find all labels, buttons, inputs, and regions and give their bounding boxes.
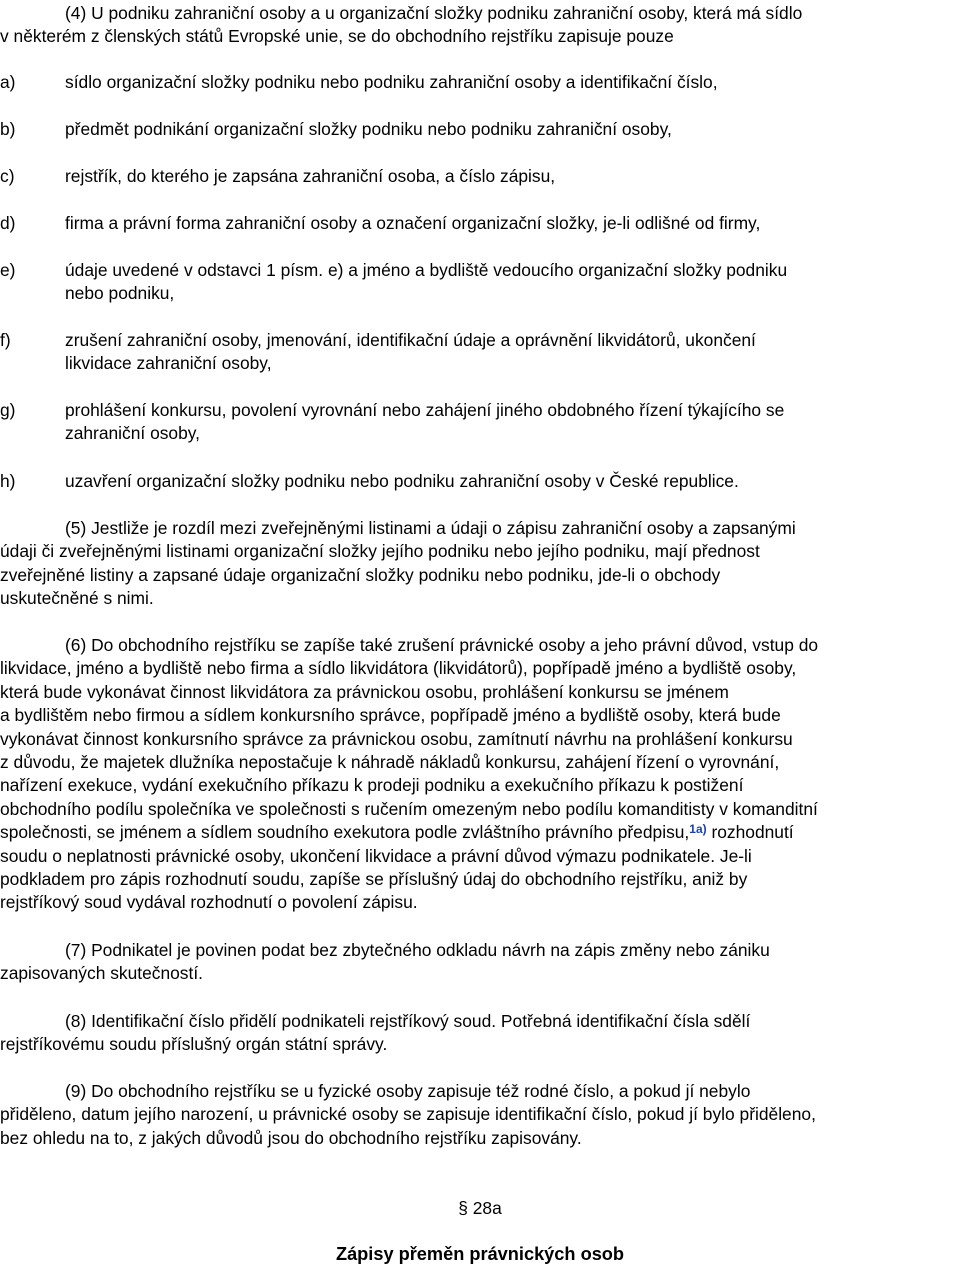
list-item-text: předmět podnikání organizační složky podniku nebo podniku zahraniční osoby,	[65, 119, 672, 139]
paragraph-line: vykonávat činnost konkursního správce za právnickou osobu, zamítnutí návrhu na prohlášení konkursu	[0, 728, 793, 749]
paragraph-5	[0, 517, 960, 611]
paragraph-line: rejstříkový soud vydával rozhodnutí o povolení zápisu.	[0, 892, 418, 913]
paragraph-line: zveřejněné listiny a zapsané údaje organizační složky podniku nebo podniku, jde-li o obchody	[0, 564, 721, 585]
paragraph-line: (8) Identifikační číslo přidělí podnikateli rejstříkový soud. Potřebná identifikační čísla sdělí	[65, 1011, 751, 1031]
list-item-label: h)	[0, 471, 16, 491]
paragraph-7	[0, 939, 960, 986]
section-number: § 28a	[458, 1198, 502, 1218]
paragraph-9	[0, 1080, 960, 1150]
list-item-label: b)	[0, 119, 16, 139]
paragraph-line: (9) Do obchodního rejstříku se u fyzické osoby zapisuje též rodné číslo, a pokud jí nebylo	[65, 1081, 751, 1101]
footnote-link[interactable]: 1a)	[689, 822, 707, 837]
paragraph-line: společnosti, se jménem a sídlem soudního exekutora podle zvláštního právního předpisu,$^{1a)}$ rozhodnutí	[0, 822, 794, 843]
section-title: Zápisy přeměn právnických osob	[335, 1244, 625, 1264]
list-item-label: f)	[0, 330, 11, 350]
paragraph-line: údaji či zveřejněnými listinami organizační složky jejího podniku nebo jejího podniku, mají přednost	[0, 541, 760, 562]
list-item-text: zrušení zahraniční osoby, jmenování, identifikační údaje a oprávnění likvidátorů, ukončení likvidace zahraniční osoby,	[65, 330, 756, 374]
paragraph-line: nařízení exekuce, vydání exekučního příkazu k prodeji podniku a exekučního příkazu k postižení	[0, 775, 744, 796]
paragraph-line: obchodního podílu společníka ve společnosti s ručením omezeným nebo podílu komanditisty v komanditní	[0, 798, 818, 819]
paragraph-6	[0, 634, 960, 915]
paragraph-line: přiděleno, datum jejího narození, u právnické osoby se zapisuje identifikační číslo, pokud jí bylo přiděleno,	[0, 1104, 816, 1125]
paragraph-line: bez ohledu na to, z jakých důvodů jsou do obchodního rejstříku zapisovány.	[0, 1127, 582, 1148]
paragraph-line: (7) Podnikatel je povinen podat bez zbytečného odkladu návrh na zápis změny nebo zániku	[65, 940, 770, 960]
list-item-label: e)	[0, 260, 16, 280]
paragraph-text: (4) U podniku zahraniční osoby a u organizační složky podniku zahraniční osoby, která má sídlo	[65, 3, 803, 23]
list-item-text: uzavření organizační složky podniku nebo podniku zahraniční osoby v České republice.	[65, 471, 739, 491]
paragraph-4	[0, 2, 960, 49]
paragraph-line: v některém z členských států Evropské unie, se do obchodního rejstříku zapisuje pouze	[0, 26, 674, 47]
paragraph-line: zapisovaných skutečností.	[0, 963, 203, 984]
paragraph-line: z důvodu, že majetek dlužníka nepostačuje k náhradě nákladů konkursu, zahájení řízení o vyrovnání,	[0, 752, 780, 773]
paragraph-line: soudu o neplatnosti právnické osoby, ukončení likvidace a právní důvod výmazu podnikatele. Je-li	[0, 845, 752, 866]
paragraph-line: (5) Jestliže je rozdíl mezi zveřejněnými listinami a údaji o zápisu zahraniční osoby a zapsanými	[65, 518, 796, 538]
list-item-text: údaje uvedené v odstavci 1 písm. e) a jméno a bydliště vedoucího organizační složky podniku nebo podniku,	[65, 260, 788, 304]
list-item-text: prohlášení konkursu, povolení vyrovnání nebo zahájení jiného obdobného řízení týkajícího se zahraniční osoby,	[65, 400, 785, 444]
paragraph-line: a bydlištěm nebo firmou a sídlem konkursního správce, popřípadě jméno a bydliště osoby, která bude	[0, 705, 781, 726]
paragraph-line: (6) Do obchodního rejstříku se zapíše také zrušení právnické osoby a jeho právní důvod, vstup do	[65, 635, 819, 655]
list-item-label: a)	[0, 72, 16, 92]
list-item-text: rejstřík, do kterého je zapsána zahraniční osoba, a číslo zápisu,	[65, 166, 556, 186]
list-item-label: d)	[0, 213, 16, 233]
paragraph-line: likvidace, jméno a bydliště nebo firma a sídlo likvidátora (likvidátorů), popřípadě jméno a bydliště osoby,	[0, 658, 797, 679]
list-item-text: sídlo organizační složky podniku nebo podniku zahraniční osoby a identifikační číslo,	[65, 72, 718, 92]
paragraph-8	[0, 1010, 960, 1057]
paragraph-line: rejstříkovému soudu příslušný orgán státní správy.	[0, 1034, 388, 1055]
paragraph-line: která bude vykonávat činnost likvidátora za právnickou osobu, prohlášení konkursu se jménem	[0, 681, 729, 702]
paragraph-line: uskutečněné s nimi.	[0, 588, 154, 609]
list-item-label: g)	[0, 400, 16, 420]
paragraph-line	[0, 2, 960, 25]
list-item-label: c)	[0, 166, 15, 186]
paragraph-line: podkladem pro zápis rozhodnutí soudu, zapíše se příslušný údaj do obchodního rejstříku, aniž by	[0, 869, 748, 890]
list-item-text: firma a právní forma zahraniční osoby a označení organizační složky, je-li odlišné od firmy,	[65, 213, 761, 233]
